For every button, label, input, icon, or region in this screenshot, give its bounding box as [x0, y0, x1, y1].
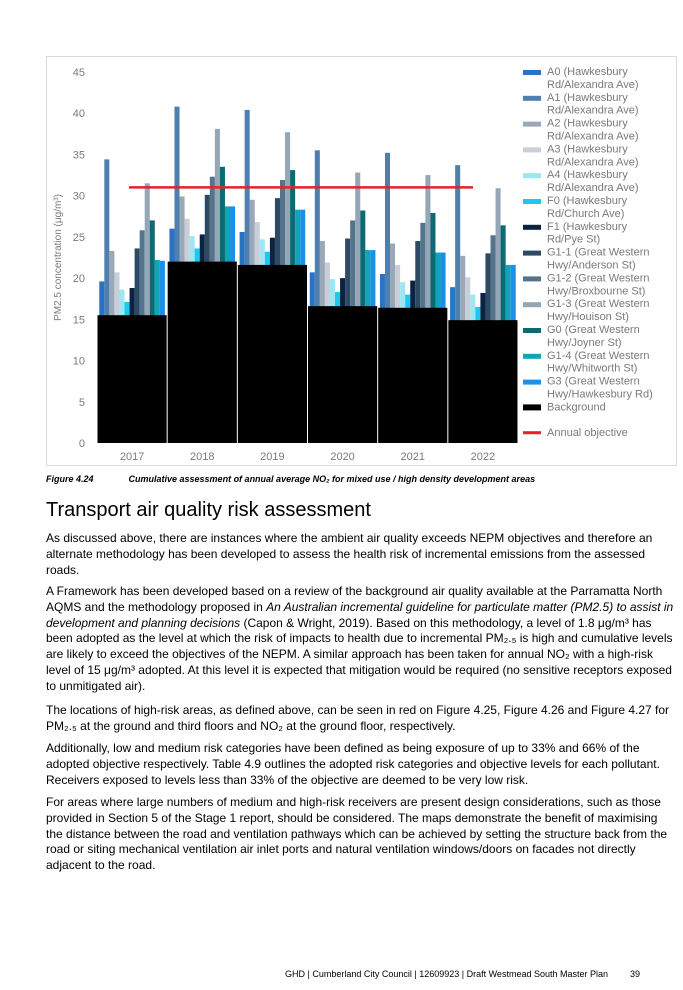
background-bar	[98, 315, 167, 443]
background-bar	[448, 320, 517, 443]
x-tick-label: 2019	[260, 451, 285, 463]
legend-entry: Annual objective	[547, 427, 628, 440]
legend-entry: Rd/Alexandra Ave)	[547, 182, 639, 195]
figure-caption-text: Cumulative assessment of annual average NO₂ for mixed use / high density development areas	[128, 474, 536, 484]
legend-entry: G1-1 (Great Western	[547, 246, 650, 259]
legend-entry: Hwy/Whitworth St)	[547, 362, 638, 375]
legend-entry: A2 (Hawkesbury	[547, 117, 628, 130]
background-bar	[378, 308, 447, 443]
legend-swatch	[523, 354, 541, 359]
y-tick-label: 35	[72, 149, 85, 162]
legend-entry: Hwy/Joyner St)	[547, 336, 622, 349]
paragraph-2-end: (Capon & Wright, 2019). Based on this methodology, a level of 1.8 μg/m³ has been adopted as the level at which the risk of impacts to health due to incremental PM₂.₅ is high and cumulative levels are likely to exceed the objectives of the NEPM. A similar approach has been taken for annual NO₂ with a high-risk level of 15 μg/m³ adopted. At this level it is expected that mitigation would be required (no sensitive receptors exposed to unmitigated air).	[46, 615, 673, 693]
legend-entry: Hwy/Hawkesbury Rd)	[547, 388, 653, 401]
y-tick-label: 5	[78, 396, 85, 409]
x-tick-label: 2017	[119, 451, 145, 463]
legend-swatch	[523, 251, 541, 256]
pm25-bar-chart	[47, 57, 676, 465]
legend-entry: Rd/Alexandra Ave)	[547, 78, 639, 91]
legend-entry: Rd/Alexandra Ave)	[547, 130, 639, 143]
y-axis-label: PM2.5 concentration (μg/m³)	[53, 194, 64, 321]
y-tick-label: 20	[72, 273, 85, 286]
figure-caption	[46, 474, 535, 484]
legend-entry: Hwy/Anderson St)	[547, 259, 636, 272]
y-tick-label: 25	[72, 231, 85, 244]
legend-swatch	[523, 380, 541, 385]
y-tick-label: 15	[72, 314, 85, 327]
background-bar	[238, 265, 307, 443]
legend-entry: Background	[547, 401, 606, 414]
legend-entry: G1-4 (Great Western	[547, 349, 650, 362]
legend-entry: Rd/Alexandra Ave)	[547, 156, 639, 169]
legend-swatch	[523, 173, 541, 178]
x-tick-label: 2021	[400, 451, 425, 463]
legend-swatch	[523, 328, 541, 333]
paragraph-2-start: A Framework has been developed based on a review of the background air quality available at the Parramatta North AQMS and the methodology proposed in	[46, 584, 663, 614]
legend-swatch	[523, 199, 541, 204]
legend-swatch	[523, 96, 541, 101]
paragraph-2	[46, 584, 676, 695]
legend-entry: F1 (Hawkesbury	[547, 220, 628, 233]
legend-entry: A1 (Hawkesbury	[547, 91, 628, 104]
legend-entry: G1-3 (Great Western	[547, 298, 650, 311]
x-tick-label: 2020	[330, 451, 355, 463]
guideline-title: An Australian incremental guideline for particulate matter (PM2.5) to assist in development and planning decisions	[46, 599, 674, 630]
figure-number: Figure 4.24	[46, 474, 94, 484]
y-tick-label: 40	[72, 108, 85, 121]
legend-entry: Hwy/Houison St)	[547, 311, 629, 324]
background-bar	[308, 306, 377, 443]
legend-swatch	[523, 225, 541, 230]
y-tick-label: 45	[72, 67, 85, 79]
chart-frame	[46, 56, 677, 466]
section-heading: Transport air quality risk assessment	[46, 499, 371, 521]
legend-entry: G1-2 (Great Western	[547, 272, 650, 285]
background-bar	[168, 262, 237, 443]
legend-entry: G0 (Great Western	[547, 324, 640, 336]
legend-entry: A0 (Hawkesbury	[547, 66, 628, 78]
legend-entry: Hwy/Broxbourne St)	[547, 285, 646, 298]
x-tick-label: 2018	[190, 451, 215, 463]
legend-entry: A4 (Hawkesbury	[547, 169, 628, 182]
legend-swatch	[523, 302, 541, 307]
legend-entry: Rd/Pye St)	[547, 233, 601, 246]
legend-entry: F0 (Hawkesbury	[547, 195, 628, 207]
legend-swatch	[523, 147, 541, 152]
y-tick-label: 30	[72, 190, 85, 203]
paragraph-5: For areas where large numbers of medium and high-risk receivers are present design considerations, such as those provided in Section 5 of the Stage 1 report, should be considered. The maps demonstrate the benefit of maximising the distance between the road and ventilation pathways which can be achieved by setting the structure back from the road or siting mechanical ventilation air inlet ports and natural ventilation windows/doors on facades not directly adjacent to the road.	[46, 795, 668, 873]
footer-text: GHD | Cumberland City Council | 12609923 | Draft Westmead South Master Plan	[285, 969, 608, 979]
page-number: 39	[630, 969, 641, 979]
legend-entry: Rd/Alexandra Ave)	[547, 104, 639, 117]
paragraph-4: Additionally, low and medium risk categories have been defined as being exposure of up to 33% and 66% of the adopted objective respectively. Table 4.9 outlines the adopted risk categories and objective levels for each pollutant. Receivers exposed to levels less than 33% of the objective are deemed to be very low risk.	[46, 741, 660, 787]
legend-swatch	[523, 122, 541, 127]
legend-swatch	[523, 404, 541, 410]
page-footer	[285, 969, 640, 979]
legend-swatch	[523, 276, 541, 281]
legend-entry: Rd/Church Ave)	[547, 207, 625, 220]
legend-swatch	[523, 70, 541, 75]
legend-entry: G3 (Great Western	[547, 375, 640, 388]
paragraph-3: The locations of high-risk areas, as defined above, can be seen in red on Figure 4.25, Figure 4.26 and Figure 4.27 for PM₂.₅ at the ground and third floors and NO₂ at the ground floor, respectively.	[46, 703, 670, 733]
paragraph-1: As discussed above, there are instances where the ambient air quality exceeds NEPM objectives and therefore an alternate methodology has been developed to assess the health risk of incremental emissions from the assessed roads.	[46, 531, 653, 577]
y-tick-label: 10	[72, 355, 85, 368]
y-tick-label: 0	[78, 438, 85, 450]
legend-swatch	[523, 431, 541, 434]
x-tick-label: 2022	[470, 451, 496, 463]
legend-entry: A3 (Hawkesbury	[547, 143, 628, 156]
